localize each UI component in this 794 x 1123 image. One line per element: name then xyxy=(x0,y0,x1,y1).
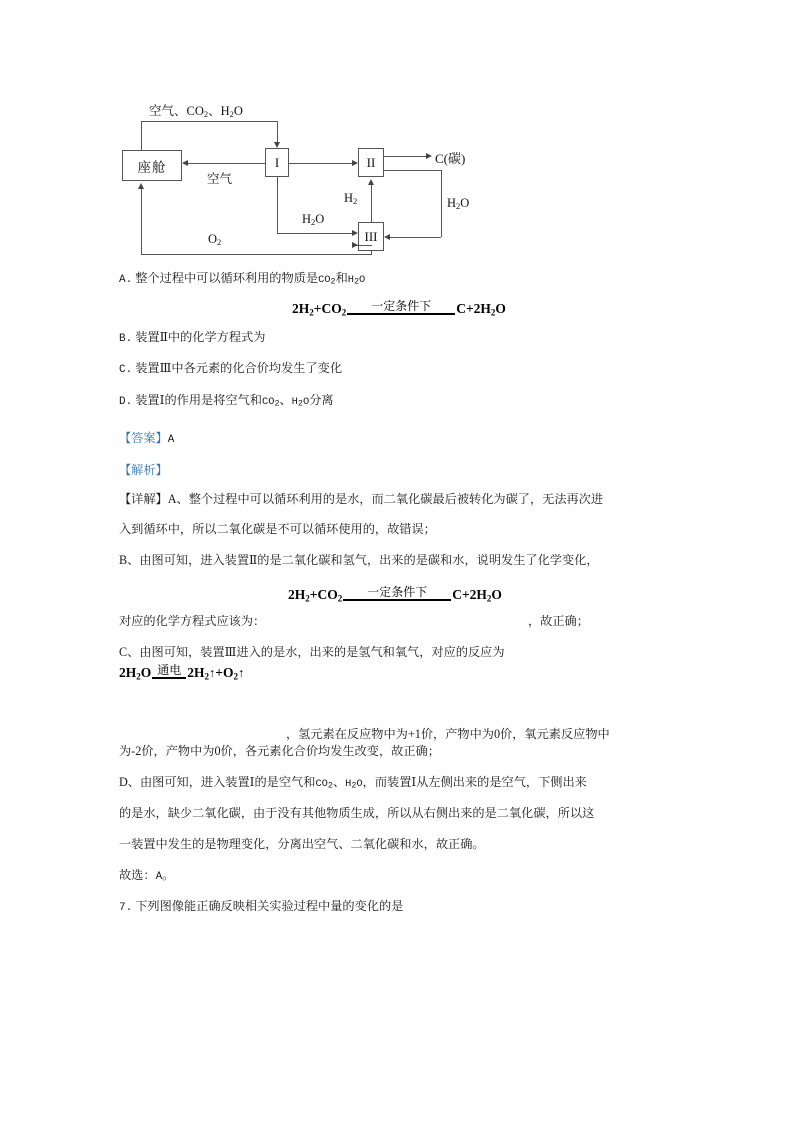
equation-double-bar xyxy=(347,313,455,315)
equation-c-double-bar xyxy=(152,677,186,679)
detail-d-chem1: $CO_2$ xyxy=(315,778,333,791)
detail-paragraph-d-line3: 一装置中发生的是物理变化，分离出空气、二氧化碳和水，故正确。 xyxy=(119,837,485,851)
answer-value: A xyxy=(167,434,175,446)
option-a-letter: A. xyxy=(119,274,133,286)
arrow-into-cabin-right xyxy=(182,160,188,166)
option-d-after: 分离 xyxy=(309,393,334,407)
arrow-into-box-ii-left xyxy=(352,160,358,166)
line-ii-right-out xyxy=(384,170,441,171)
detail-paragraph-b-tail: ，故正确； xyxy=(528,614,589,628)
detail-paragraph-a-line2: 入到循环中，所以二氧化碳是不可以循环使用的，故错误； xyxy=(119,522,436,536)
equation-b-left-side: $2H_2+CO_2$ xyxy=(288,586,343,603)
diagram-box-iii: III xyxy=(358,222,384,251)
conclusion-line: 故选：A。 xyxy=(119,868,175,883)
detail-label: 【详解】 xyxy=(119,492,168,506)
detail-a-text: A、整个过程中可以循环利用的是水，而二氧化碳最后被转化为碳了，无法再次进 xyxy=(167,492,604,506)
line-i-to-ii xyxy=(289,163,352,164)
detail-paragraph-d-line2: 的是水，缺少二氧化碳，由于没有其他物质生成，所以从右侧出来的是二氧化碳，所以这 xyxy=(119,806,595,820)
option-d-chem2: $H_2O$ xyxy=(291,396,310,409)
detail-paragraph-a-line1 xyxy=(119,493,603,505)
equation-condition-block xyxy=(347,300,455,318)
option-d-letter: D. xyxy=(119,396,133,408)
detail-paragraph-c-line2: ，氢元素在反应物中为+1价，产物中为0价，氧元素反应物中 xyxy=(286,727,610,741)
conclusion-answer: A xyxy=(155,871,163,883)
line-o2-right-down xyxy=(371,251,372,255)
equation-c-condition-text: 通电 xyxy=(157,663,182,677)
option-d-chem1: $CO_2$ xyxy=(261,396,280,409)
arrow-into-box-iii-right xyxy=(384,234,390,240)
label-carbon-output: C(碳) xyxy=(435,151,466,166)
option-d-mid: 、 xyxy=(279,393,292,407)
label-h2o-right: $H_2O$ xyxy=(447,196,470,211)
equation-water-electrolysis xyxy=(119,664,244,682)
detail-paragraph-c-line1: C、由图可知，装置Ⅲ进入的是水，出来的是氢气和氧气，对应的反应为 xyxy=(119,645,505,659)
line-ii-down-right xyxy=(441,170,442,237)
equation-co2-reduction-option-b xyxy=(292,300,506,318)
arrow-into-box-iii-left xyxy=(352,230,358,236)
arrow-into-cabin-bottom xyxy=(138,183,144,189)
answer-label: 【答案】 xyxy=(119,431,168,445)
line-o2-up-to-cabin xyxy=(141,189,142,254)
option-b-letter: B. xyxy=(119,333,133,345)
line-iii-to-ii xyxy=(371,185,372,222)
process-flow-diagram xyxy=(112,88,512,263)
line-i-to-cabin xyxy=(188,163,265,164)
option-c-text: 装置Ⅲ中各元素的化合价均发生了变化 xyxy=(135,361,343,375)
diagram-box-ii: II xyxy=(358,148,384,177)
equation-c-right-side: $2H_2↑+O_2↑$ xyxy=(187,664,245,681)
diagram-box-cabin: 座舱 xyxy=(122,150,182,181)
detail-paragraph-b-line2: 对应的化学方程式应该为： xyxy=(119,614,266,628)
line-ii-to-carbon xyxy=(384,156,426,157)
option-c xyxy=(119,362,342,376)
arrow-to-carbon xyxy=(426,153,432,159)
label-h2-up: $H_2$ xyxy=(344,191,358,206)
detail-paragraph-b-line1: B、由图可知，进入装置Ⅱ的是二氧化碳和氢气，出来的是碳和水，说明发生了化学变化， xyxy=(119,553,599,567)
line-i-to-iii-across xyxy=(277,233,352,234)
next-question-text: 下列图像能正确反映相关实验过程中量的变化的是 xyxy=(135,899,404,913)
option-d xyxy=(119,394,334,408)
arrow-into-box-ii-bottom xyxy=(368,179,374,185)
equation-b-condition-text: 一定条件下 xyxy=(367,585,428,599)
line-top-down-to-i xyxy=(277,121,278,142)
diagram-box-i: I xyxy=(265,148,289,177)
next-question xyxy=(119,900,403,914)
option-c-letter: C. xyxy=(119,364,133,376)
answer-line xyxy=(119,432,174,446)
line-o2-across xyxy=(141,254,372,255)
option-a-mid: 和 xyxy=(335,271,348,285)
detail-d-chem2: $H_2O$ xyxy=(345,778,363,791)
line-cabin-top-up xyxy=(141,121,142,150)
analysis-label: 【解析】 xyxy=(119,463,168,477)
option-d-text: 装置Ⅰ的作用是将空气和 xyxy=(135,393,262,407)
equation-b-right-side: $C+2H_2O$ xyxy=(452,586,502,603)
option-a-chem1: $CO_2$ xyxy=(318,274,336,287)
option-a-text: 整个过程中可以循环利用的物质是 xyxy=(135,271,319,285)
option-b-text: 装置Ⅱ中的化学方程式为 xyxy=(135,330,266,344)
detail-paragraph-d-line1: D、由图可知，进入装置Ⅰ的是空气和$CO_2$、$H_2O$，而装置Ⅰ从左侧出来的是空气，下侧出来 xyxy=(119,775,587,791)
option-a-chem2: $H_2O$ xyxy=(347,274,366,287)
equation-b-condition-block xyxy=(343,586,451,604)
line-top-across xyxy=(141,121,277,122)
label-top-flow: 空气、$CO_2$、$H_2O$ xyxy=(149,104,243,119)
equation-c-condition-block xyxy=(152,664,186,682)
equation-left-side: $2H_2+CO_2$ xyxy=(292,300,347,317)
option-a xyxy=(119,272,365,286)
equation-b-double-bar xyxy=(343,599,451,601)
equation-right-side: $C+2H_2O$ xyxy=(456,300,506,317)
label-o2-bottom: $O_2$ xyxy=(208,232,222,247)
arrow-into-box-iii-lower-left xyxy=(352,242,358,248)
label-cabin-return-air: 空气 xyxy=(207,172,233,186)
line-i-bottom-down xyxy=(277,177,278,233)
equation-condition-text: 一定条件下 xyxy=(371,299,432,313)
option-b xyxy=(119,331,265,345)
label-h2o-mid: $H_2O$ xyxy=(302,212,325,227)
detail-paragraph-c-line3: 为-2价，产物中为0价，各元素化合价均发生改变，故正确； xyxy=(119,744,440,758)
equation-co2-reduction-analysis xyxy=(288,586,502,604)
next-question-number: 7. xyxy=(119,902,133,914)
equation-c-left-side: $2H_2O$ xyxy=(119,664,152,681)
arrow-into-box-i-top xyxy=(274,142,280,148)
line-into-iii-right xyxy=(390,237,441,238)
